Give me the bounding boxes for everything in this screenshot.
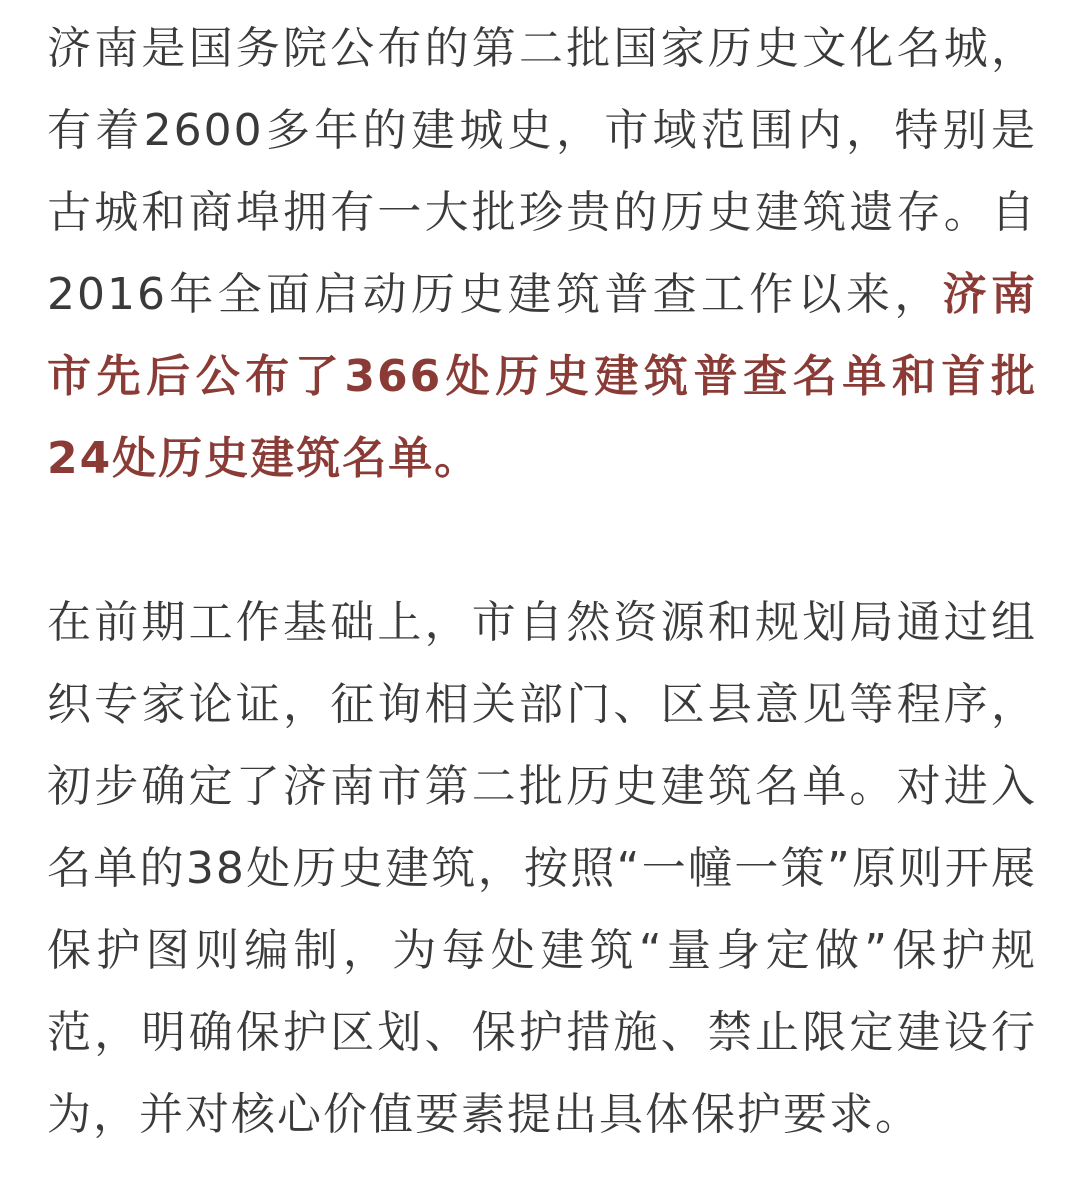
paragraph-history-text: 济南是国务院公布的第二批国家历史文化名城，有着2600多年的建城史，市域范围内，特别是古城和商埠拥有一大批珍贵的历史建筑遗存。自2016年全面启动历史建筑普查工作以来， xyxy=(47,23,1037,320)
paragraph-history-highlight: 济南市先后公布了366处历史建筑普查名单和首批24处历史建筑名单。 xyxy=(47,269,1038,484)
article-body xyxy=(47,8,1037,1156)
paragraph-history xyxy=(47,8,1037,500)
paragraph-protection: 在前期工作基础上，市自然资源和规划局通过组织专家论证，征询相关部门、区县意见等程序，初步确定了济南市第二批历史建筑名单。对进入名单的38处历史建筑，按照“一幢一策”原则开展保护图则编制，为每处建筑“量身定做”保护规范，明确保护区划、保护措施、禁止限定建设行为，并对核心价值要素提出具体保护要求。 xyxy=(47,597,1037,1140)
